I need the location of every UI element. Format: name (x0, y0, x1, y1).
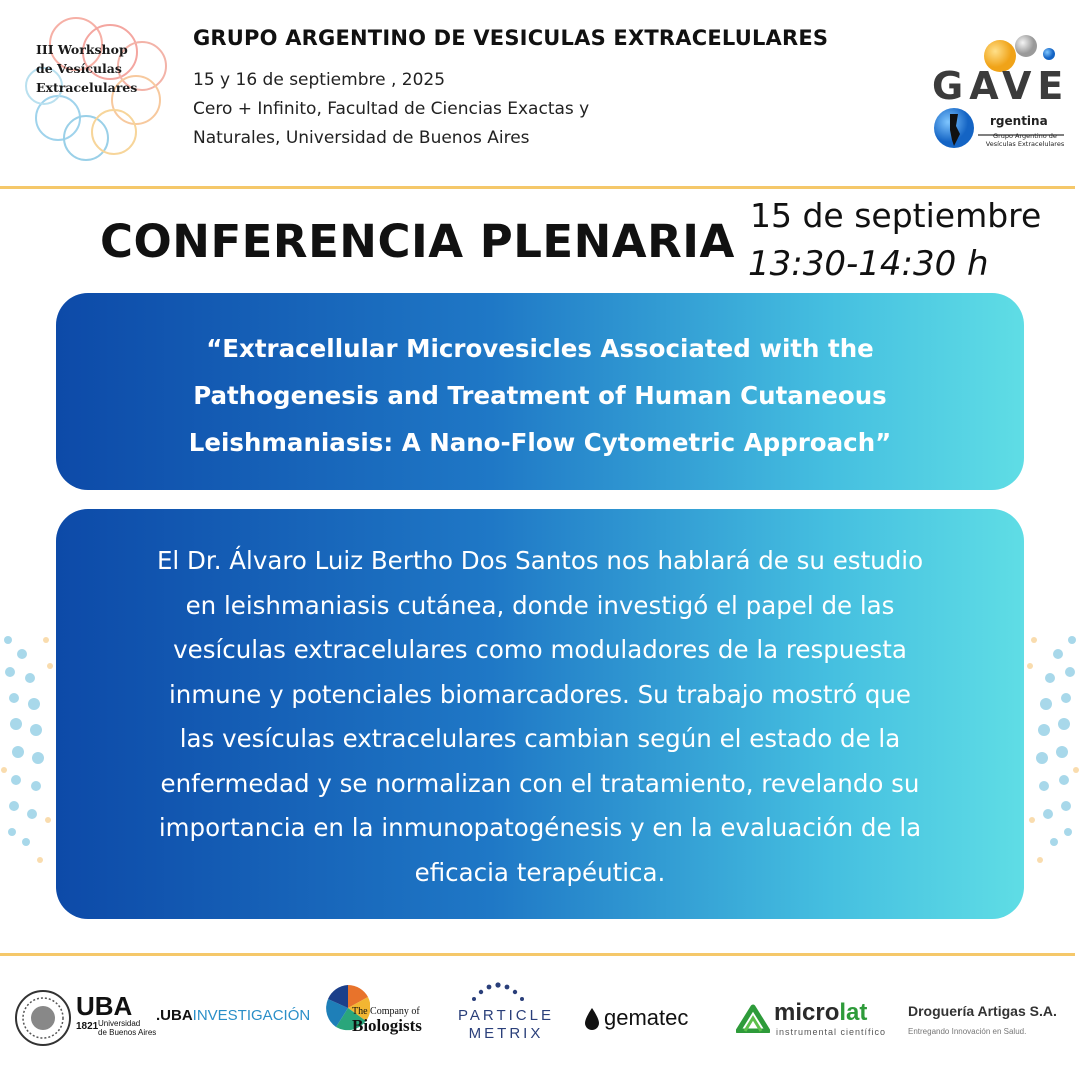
description-line-5: las vesículas extracelulares cambian según el estado de la (179, 724, 901, 753)
org-title: GRUPO ARGENTINO DE VESICULAS EXTRACELULARES (193, 26, 829, 50)
gave-wordmark: GAVE (932, 64, 1070, 108)
workshop-logo-text (36, 40, 137, 97)
workshop-line-2: de Vesículas (36, 61, 122, 76)
cob-line-2: Biologists (352, 1016, 422, 1035)
talk-title-box (56, 293, 1024, 490)
microlat-name (774, 999, 867, 1027)
particle-metrix-line-1: PARTICLE (458, 1007, 554, 1024)
uba-subtitle (98, 1019, 156, 1037)
gave-subtitle-line-2: Vesículas Extracelulares (985, 140, 1065, 148)
sponsors-strip (0, 969, 1080, 1080)
event-info (193, 66, 589, 153)
description-line-4: inmune y potenciales biomarcadores. Su trabajo mostró que (168, 679, 911, 709)
description-line-6: enfermedad y se normalizan con el tratamiento, revelando su (160, 768, 920, 798)
company-of-biologists-text (352, 1005, 422, 1033)
artigas-tagline: Entregando Innovación en Salud. (908, 1027, 1027, 1036)
gematec-drop-icon (584, 1007, 600, 1031)
microlat-name-b: lat (839, 999, 868, 1026)
description-line-8: eficacia terapéutica. (414, 857, 666, 887)
workshop-line-1: III Workshop (36, 42, 128, 57)
artigas-name: Droguería Artigas S.A. (908, 1003, 1057, 1019)
talk-title-line-1: “Extracellular Microvesicles Associated with the (206, 334, 874, 363)
microlat-name-a: micro (774, 999, 840, 1026)
cob-line-1: The Company of (352, 1006, 420, 1017)
uba-seal-icon (14, 989, 72, 1047)
uba-investigacion-suffix: INVESTIGACIÓN (192, 1007, 311, 1024)
description-line-1: El Dr. Álvaro Luiz Bertho Dos Santos nos hablará de su estudio (156, 546, 924, 575)
uba-name: UBA (76, 991, 133, 1021)
gematec-name: gematec (604, 1005, 689, 1030)
footer-divider (0, 953, 1075, 956)
uba-investigacion-prefix: .UBA (156, 1007, 193, 1024)
decorative-dots-left (0, 620, 60, 870)
talk-title-line-2: Pathogenesis and Treatment of Human Cutaneous (193, 381, 887, 410)
event-venue-line-2: Naturales, Universidad de Buenos Aires (193, 128, 530, 148)
talk-title-line-3: Leishmaniasis: A Nano-Flow Cytometric Approach” (188, 428, 892, 457)
header-divider (0, 186, 1075, 189)
microlat-icon (736, 1003, 770, 1033)
description-line-3: vesículas extracelulares como moduladores de la respuesta (173, 635, 907, 664)
gave-subtitle-line-1: Grupo Argentino de (993, 132, 1057, 140)
talk-description-box (56, 509, 1024, 919)
decorative-dots-right (1020, 620, 1080, 870)
session-heading: CONFERENCIA PLENARIA (100, 215, 735, 268)
particle-metrix-line-2: METRIX (468, 1025, 544, 1042)
uba-year: 1821 (76, 1021, 99, 1032)
session-date: 15 de septiembre (750, 196, 1042, 235)
event-venue-line-1: Cero + Infinito, Facultad de Ciencias Exactas y (193, 99, 590, 119)
uba-sub-1: Universidad (98, 1019, 141, 1028)
gave-country: rgentina (990, 114, 1048, 128)
description-line-2: en leishmaniasis cutánea, donde investigó el papel de las (185, 590, 895, 620)
session-time: 13:30-14:30 h (748, 244, 989, 284)
workshop-line-3: Extracelulares (36, 80, 138, 95)
uba-investigacion-logo (156, 1007, 310, 1024)
gave-subtitle (980, 132, 1070, 148)
particle-metrix-icon (468, 981, 528, 1003)
microlat-subtitle: instrumental científico (776, 1027, 887, 1037)
particle-metrix-text (446, 1007, 566, 1043)
uba-sub-2: de Buenos Aires (98, 1028, 157, 1037)
event-dates: 15 y 16 de septiembre , 2025 (193, 70, 446, 90)
description-line-7: importancia en la inmunopatogénesis y en la evaluación de la (158, 813, 922, 842)
